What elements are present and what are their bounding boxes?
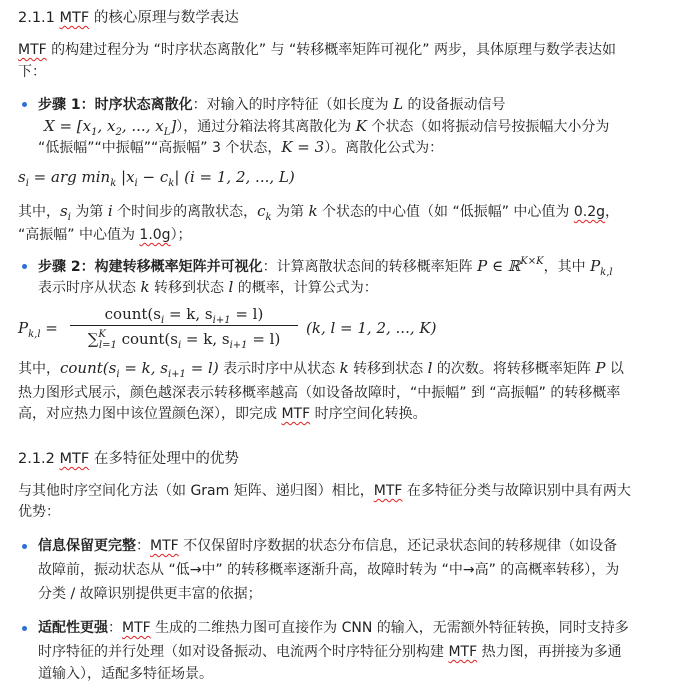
math: P ∈ ℝ — [477, 257, 521, 275]
math: = l) — [185, 359, 219, 377]
math: , ..., x — [121, 117, 164, 135]
math-subscript: k,l — [600, 267, 613, 278]
fraction — [70, 303, 298, 350]
text-line — [38, 664, 213, 684]
bullet-icon — [22, 102, 27, 107]
text-line — [18, 225, 192, 245]
den-sub: i — [177, 340, 182, 351]
math-subscript: L — [163, 127, 171, 138]
text-line — [18, 481, 631, 501]
text: 的概率，计算公式为： — [233, 280, 378, 296]
spellcheck-word: MTF — [281, 406, 311, 422]
text-line — [38, 560, 619, 580]
math-subscript: k — [265, 212, 272, 223]
text: 生成的二维热力图可直接作为 CNN 的输入，无需额外特征转换，同时支持多 — [150, 620, 629, 636]
formula-lhs-sub: k,l — [28, 329, 41, 340]
text: 转移到状态 — [149, 280, 229, 296]
spellcheck-word: MTF — [59, 10, 90, 26]
text: ：对输入的时序特征（如长度为 — [192, 97, 394, 113]
text: 优势： — [18, 504, 60, 520]
text: 下： — [18, 64, 46, 80]
math-subscript: i — [67, 212, 71, 223]
math: ] — [170, 117, 177, 135]
spellcheck-word: MTF — [373, 483, 403, 499]
text: 为第 — [271, 204, 309, 220]
text: 个时间步的离散状态， — [112, 204, 258, 220]
text: 2.1.1 — [18, 10, 60, 26]
text: ）； — [170, 227, 192, 243]
fraction-denominator — [70, 326, 298, 350]
num-part: = l) — [230, 305, 264, 323]
text: ）。离散化公式为： — [324, 140, 444, 156]
text: 的构建过程分为 “时序状态离散化” 与 “转移概率矩阵可视化” 两步，具体原理与数学表达如 — [46, 42, 616, 58]
math-subscript: i — [134, 178, 138, 189]
math: c — [257, 202, 266, 220]
math: count(s — [60, 359, 117, 377]
math: k — [339, 359, 349, 377]
math: i — [107, 202, 113, 220]
num-part: = k, s — [164, 305, 213, 323]
text: “低振幅”“中振幅”“高振幅” 3 个状态， — [38, 140, 282, 156]
math-subscript: 1 — [91, 127, 98, 138]
text: 以 — [605, 361, 624, 377]
math-subscript: k — [110, 178, 117, 189]
text: 表示时序从状态 — [38, 280, 141, 296]
text: 的次数。将转移概率矩阵 — [432, 361, 596, 377]
text: 不仅保留时序数据的状态分布信息，还记录状态间的转移规律（如设备 — [178, 538, 618, 554]
bullet-item — [38, 618, 629, 638]
text: ，其中 — [543, 259, 591, 275]
text-line — [44, 116, 609, 139]
math: K = 3 — [281, 138, 325, 156]
bullet-icon — [22, 626, 27, 631]
den-part: = l) — [247, 330, 281, 348]
text-line — [38, 584, 262, 604]
bullet-item — [38, 536, 617, 556]
math: | (i = 1, 2, ..., L) — [174, 168, 295, 186]
spellcheck-word: 0.2g — [573, 204, 606, 220]
num-sub: i — [160, 315, 165, 326]
bold-label: 步骤 1：时序状态离散化 — [38, 97, 193, 113]
text: 其中， — [18, 361, 60, 377]
bold-label: 适配性更强 — [38, 620, 108, 636]
sum-sub: l=1 — [98, 340, 117, 351]
math-subscript: i — [116, 369, 120, 380]
text-line — [18, 404, 427, 424]
text: 与其他时序空间化方法（如 Gram 矩阵、递归图）相比， — [18, 483, 374, 499]
text: 个状态（如将振动信号按振幅大小分为 — [366, 119, 610, 135]
math: , x — [97, 117, 116, 135]
text: 时序空间化转换。 — [310, 406, 427, 422]
math-superscript: K×K — [520, 256, 544, 267]
num-part: count(s — [104, 305, 161, 323]
den-part: count(s — [116, 330, 178, 348]
section-heading — [18, 449, 239, 469]
bullet-icon — [22, 544, 27, 549]
text-line — [18, 40, 616, 60]
text: 的设备振动信号 — [403, 97, 506, 113]
math: L — [393, 95, 404, 113]
text: ， — [605, 204, 620, 220]
spellcheck-word: MTF — [59, 451, 90, 467]
text-line — [18, 383, 620, 403]
text-line — [38, 277, 378, 298]
fraction-numerator — [70, 303, 298, 325]
text: 个状态的中心值（如 “低振幅” 中心值为 — [317, 204, 574, 220]
text: 在多特征分类与故障识别中具有两大 — [402, 483, 631, 499]
text: ），通过分箱法将其离散化为 — [176, 119, 356, 135]
text-line — [18, 62, 46, 82]
math: P — [595, 359, 606, 377]
spellcheck-word: MTF — [448, 644, 478, 660]
text: 分类 / 故障识别提供更丰富的依据； — [38, 586, 262, 602]
text: 的核心原理与数学表达 — [89, 10, 239, 26]
text: 热力图，再拼接为多通 — [477, 644, 622, 660]
math: l — [228, 278, 234, 296]
math-subscript: i+1 — [167, 369, 186, 380]
text: 热力图形式展示，颜色越深表示转移概率越高（如设备故障时，“中振幅” 到 “高振幅” 的转移概率 — [18, 385, 621, 401]
math: k — [140, 278, 150, 296]
formula-condition: (k, l = 1, 2, ..., K) — [306, 319, 437, 337]
num-sub: i+1 — [212, 315, 231, 326]
text: 其中， — [18, 204, 60, 220]
math: s — [18, 168, 26, 186]
text-line — [18, 167, 295, 190]
text-line — [18, 358, 624, 381]
math: K — [355, 117, 367, 135]
text: 转移到状态 — [348, 361, 428, 377]
text: 时序特征的并行处理（如对设备振动、电流两个时序特征分别构建 — [38, 644, 449, 660]
math: = arg min — [28, 168, 111, 186]
bullet-icon — [22, 264, 27, 269]
text: 在多特征处理中的优势 — [89, 451, 239, 467]
sum-sup: K — [98, 329, 106, 340]
text: ： — [108, 620, 122, 636]
math: X = [x — [44, 117, 92, 135]
sum-symbol: ∑ — [87, 330, 99, 348]
bullet-item — [38, 256, 613, 279]
text: 故障前，振动状态从 “低→中” 的转移概率逐渐升高，故障时转为 “中→高” 的高概率转移），为 — [38, 562, 620, 578]
math: s — [60, 202, 68, 220]
math: k — [308, 202, 318, 220]
math-subscript: i — [25, 178, 29, 189]
spellcheck-word: MTF — [150, 538, 179, 554]
math: P — [590, 257, 601, 275]
math: − c — [137, 168, 169, 186]
text-line — [18, 502, 60, 522]
bullet-item — [38, 94, 506, 115]
math: l — [427, 359, 433, 377]
text: ：计算离散状态间的转移概率矩阵 — [262, 259, 478, 275]
spellcheck-word: MTF — [122, 620, 151, 636]
text-line — [38, 642, 622, 662]
math-subscript: 2 — [115, 127, 122, 138]
math-subscript: k — [168, 178, 175, 189]
math: = k, s — [119, 359, 168, 377]
text: “高振幅” 中心值为 — [18, 227, 140, 243]
den-part: = k, s — [181, 330, 230, 348]
text: 道输入），适配多特征场景。 — [38, 666, 213, 682]
spellcheck-word: MTF — [18, 42, 47, 58]
bold-label: 步骤 2：构建转移概率矩阵并可视化 — [38, 259, 263, 275]
section-heading — [18, 8, 239, 28]
text: 表示时序中从状态 — [218, 361, 340, 377]
formula-lhs: $P_{k,l}$ = — [18, 319, 58, 340]
math: |x — [116, 168, 135, 186]
den-sub: i+1 — [229, 340, 248, 351]
text-line — [38, 137, 443, 158]
text-line — [18, 201, 619, 224]
text: 高，对应热力图中该位置颜色深），即完成 — [18, 406, 282, 422]
text: 2.1.2 — [18, 451, 60, 467]
text: ： — [136, 538, 150, 554]
text: 为第 — [70, 204, 108, 220]
bold-label: 信息保留更完整 — [38, 538, 136, 554]
formula-lhs-p: P — [18, 319, 29, 337]
spellcheck-word: 1.0g — [139, 227, 171, 243]
